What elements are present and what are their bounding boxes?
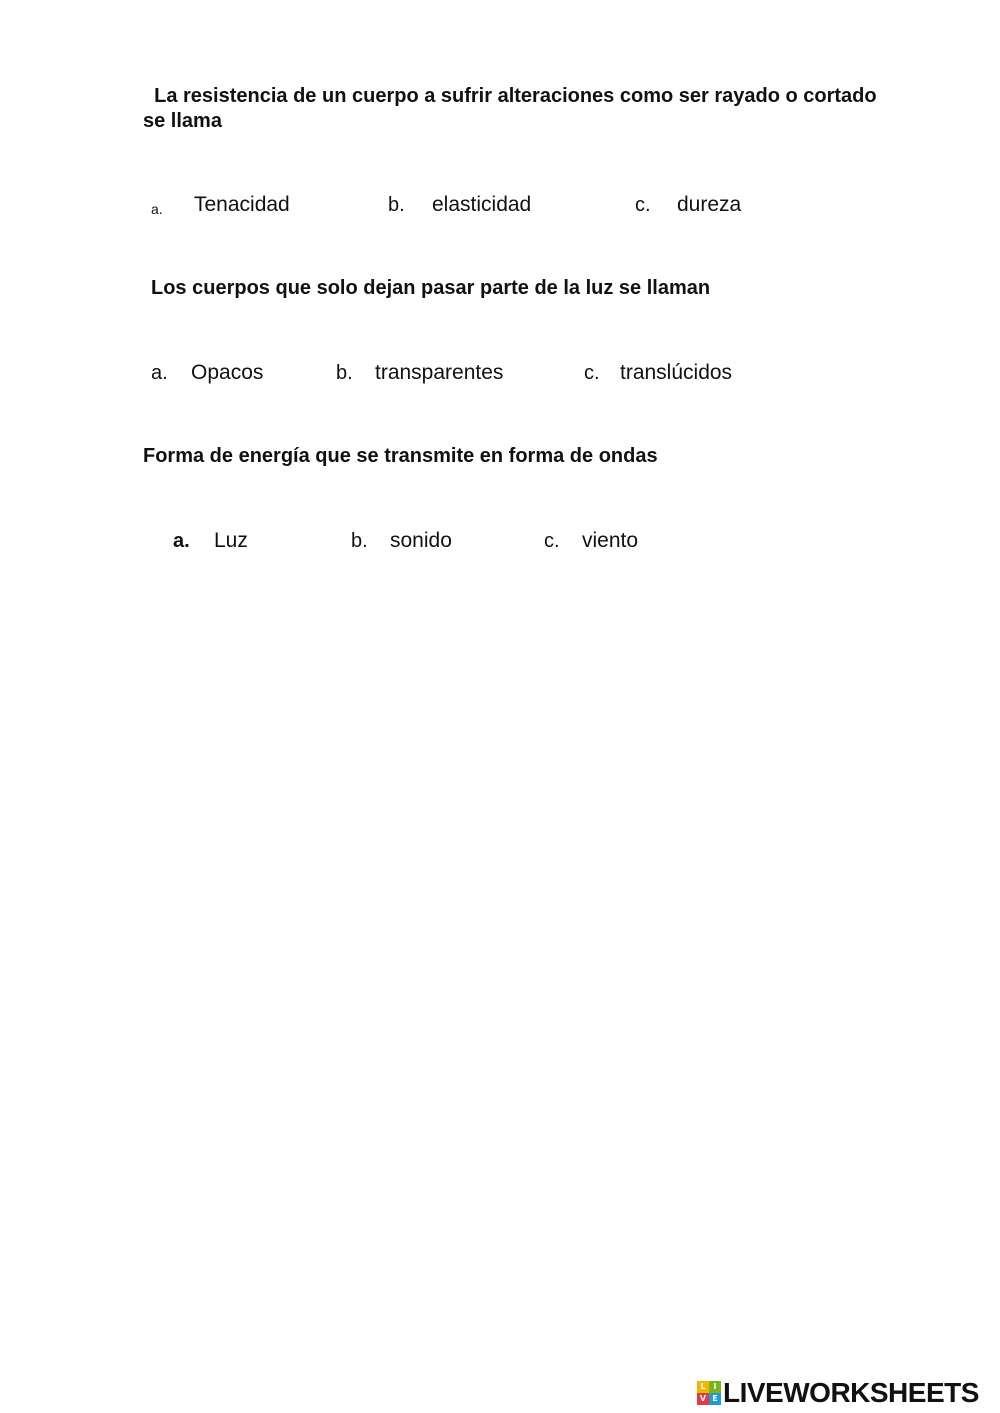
q1-option-b-letter: b. bbox=[388, 194, 405, 216]
q3-option-b-label[interactable]: sonido bbox=[390, 529, 452, 552]
q3-option-c-label[interactable]: viento bbox=[582, 529, 639, 552]
q1-option-c-letter: c. bbox=[635, 194, 651, 216]
logo-mark-i: I bbox=[709, 1381, 721, 1393]
q1-option-a-letter: a. bbox=[151, 201, 163, 217]
logo-mark-v: V bbox=[697, 1393, 709, 1405]
liveworksheets-logo-mark-icon bbox=[697, 1381, 721, 1405]
q3-option-c-letter: c. bbox=[544, 530, 560, 552]
q3-option-b-letter: b. bbox=[351, 530, 368, 552]
logo-mark-l: L bbox=[697, 1381, 709, 1393]
q1-option-a-label[interactable]: Tenacidad bbox=[194, 193, 290, 216]
q2-option-c-label[interactable]: translúcidos bbox=[620, 361, 733, 384]
question-3-text: Forma de energía que se transmite en forma de ondas bbox=[143, 445, 658, 467]
q1-option-b-label[interactable]: elasticidad bbox=[432, 193, 532, 216]
question-1-text: La resistencia de un cuerpo a sufrir alteraciones como ser rayado o cortado se llama bbox=[143, 85, 883, 132]
q2-option-c-letter: c. bbox=[584, 362, 600, 384]
q2-option-a-letter: a. bbox=[151, 362, 168, 384]
q3-option-a-letter: a. bbox=[173, 530, 190, 552]
q2-option-b-letter: b. bbox=[336, 362, 353, 384]
logo-mark-e: E bbox=[709, 1393, 721, 1405]
q2-option-b-label[interactable]: transparentes bbox=[375, 361, 504, 384]
q2-option-a-label[interactable]: Opacos bbox=[191, 361, 264, 384]
liveworksheets-logo-text: LIVEWORKSHEETS bbox=[723, 1377, 979, 1408]
liveworksheets-logo bbox=[697, 1377, 979, 1409]
question-2-text: Los cuerpos que solo dejan pasar parte de la luz se llaman bbox=[151, 277, 711, 299]
q3-option-a-label[interactable]: Luz bbox=[214, 529, 248, 552]
q1-option-c-label[interactable]: dureza bbox=[677, 193, 742, 216]
